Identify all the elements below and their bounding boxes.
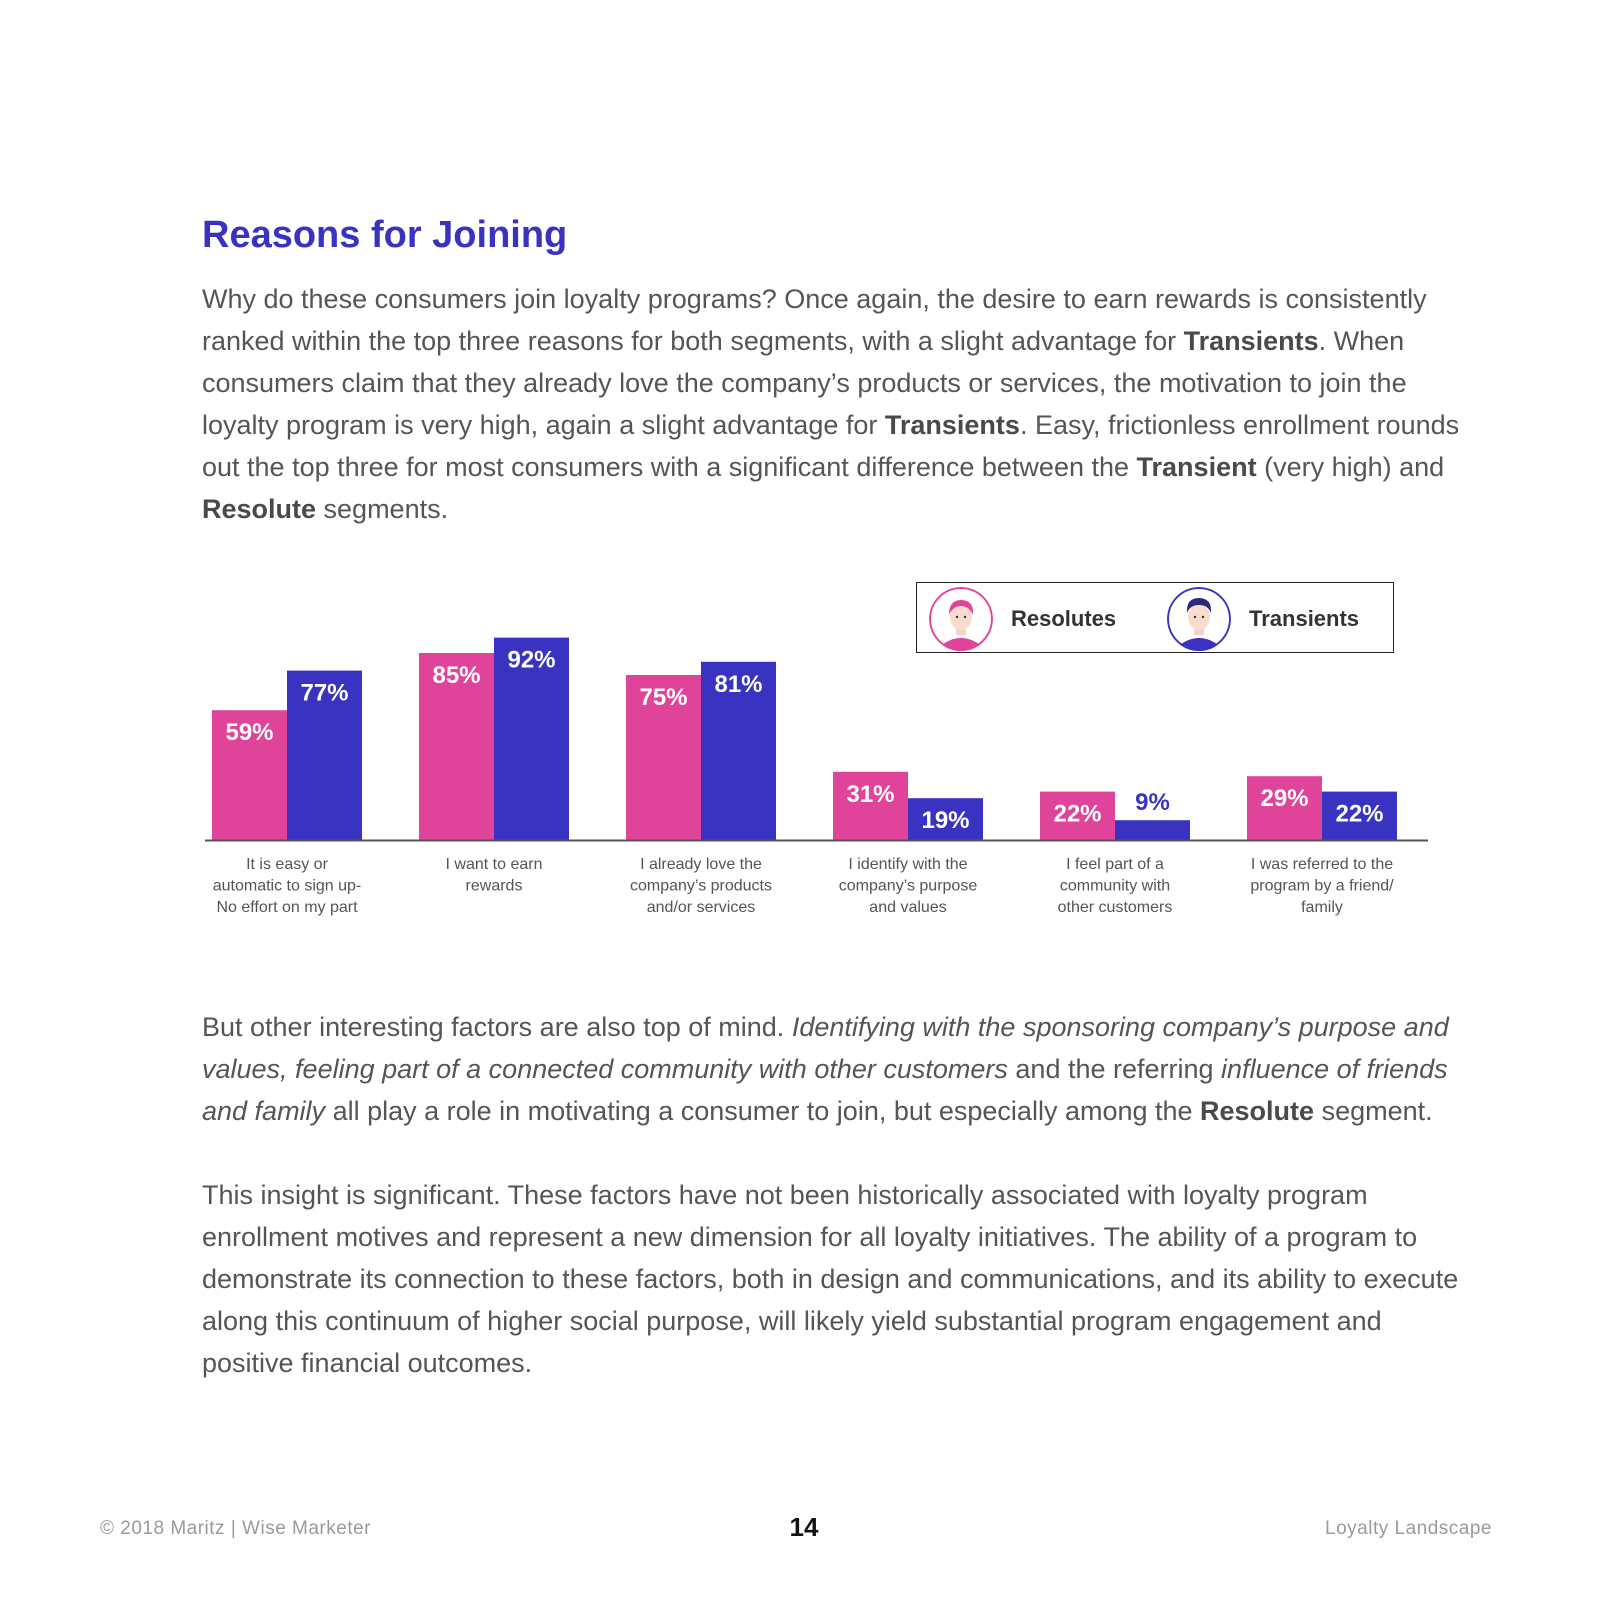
value-label-resolutes-6: 29% bbox=[1260, 785, 1309, 813]
value-label-transients-6: 22% bbox=[1335, 800, 1384, 828]
category-label-1: It is easy or automatic to sign up-No effort on my part bbox=[212, 856, 362, 916]
chart-legend bbox=[916, 582, 1394, 653]
value-label-transients-5: 9% bbox=[1135, 789, 1170, 817]
category-label-5: I feel part of a community with other customers bbox=[1057, 856, 1173, 916]
value-label-transients-1: 77% bbox=[300, 679, 349, 707]
resolute-avatar-icon bbox=[929, 587, 993, 651]
category-label-6: I was referred to the program by a friend/ family bbox=[1250, 856, 1394, 916]
bar-transients-5 bbox=[1115, 820, 1190, 840]
legend-label-transients: Transients bbox=[1249, 605, 1360, 631]
legend-item-resolutes bbox=[929, 583, 1116, 654]
transient-avatar-icon bbox=[1167, 587, 1231, 651]
value-label-transients-2: 92% bbox=[507, 646, 556, 674]
value-label-resolutes-4: 31% bbox=[846, 780, 895, 808]
category-label-3: I already love the company’s products and/or services bbox=[630, 856, 772, 916]
intro-paragraph: Why do these consumers join loyalty programs? Once again, the desire to earn rewards is consistently ranked within the top three reasons for both segments, with a slight advantage for Transients. When consumers claim that they already love the company’s products or services, the motivation to join the loyalty program is very high, again a slight advantage for Transients. Easy, frictionless enrollment rounds out the top three for most consumers with a significant difference between the Transient (very high) and Resolute segments. bbox=[202, 284, 1460, 524]
legend-label-resolutes: Resolutes bbox=[1011, 605, 1117, 631]
page-title: Reasons for Joining bbox=[202, 214, 568, 256]
value-label-resolutes-3: 75% bbox=[639, 684, 688, 711]
value-label-resolutes-5: 22% bbox=[1053, 800, 1102, 828]
insight-paragraph: This insight is significant. These factors have not been historically associated with loyalty program enrollment motives and represent a new dimension for all loyalty initiatives. The ability of a program to demonstrate its connection to these factors, both in design and communications, and its ability to execute along this continuum of higher social purpose, will likely yield substantial program engagement and positive financial outcomes. bbox=[202, 1180, 1459, 1378]
category-label-4: I identify with the company’s purpose and values bbox=[838, 856, 978, 916]
factors-paragraph: But other interesting factors are also top of mind. Identifying with the sponsoring company’s purpose and values, feeling part of a connected community with other customers and the referring influence of friends and family all play a role in motivating a consumer to join, but especially among the Resolute segment. bbox=[202, 1012, 1449, 1126]
value-label-resolutes-2: 85% bbox=[432, 662, 481, 689]
legend-item-transients bbox=[1167, 583, 1359, 654]
page-number: 14 bbox=[789, 1512, 819, 1542]
category-label-2: I want to earn rewards bbox=[445, 856, 543, 895]
value-label-transients-4: 19% bbox=[921, 807, 970, 835]
footer-copyright: © 2018 Maritz | Wise Marketer bbox=[100, 1518, 371, 1539]
value-label-transients-3: 81% bbox=[714, 670, 763, 698]
value-label-resolutes-1: 59% bbox=[225, 719, 274, 747]
footer-publication: Loyalty Landscape bbox=[1325, 1518, 1492, 1539]
